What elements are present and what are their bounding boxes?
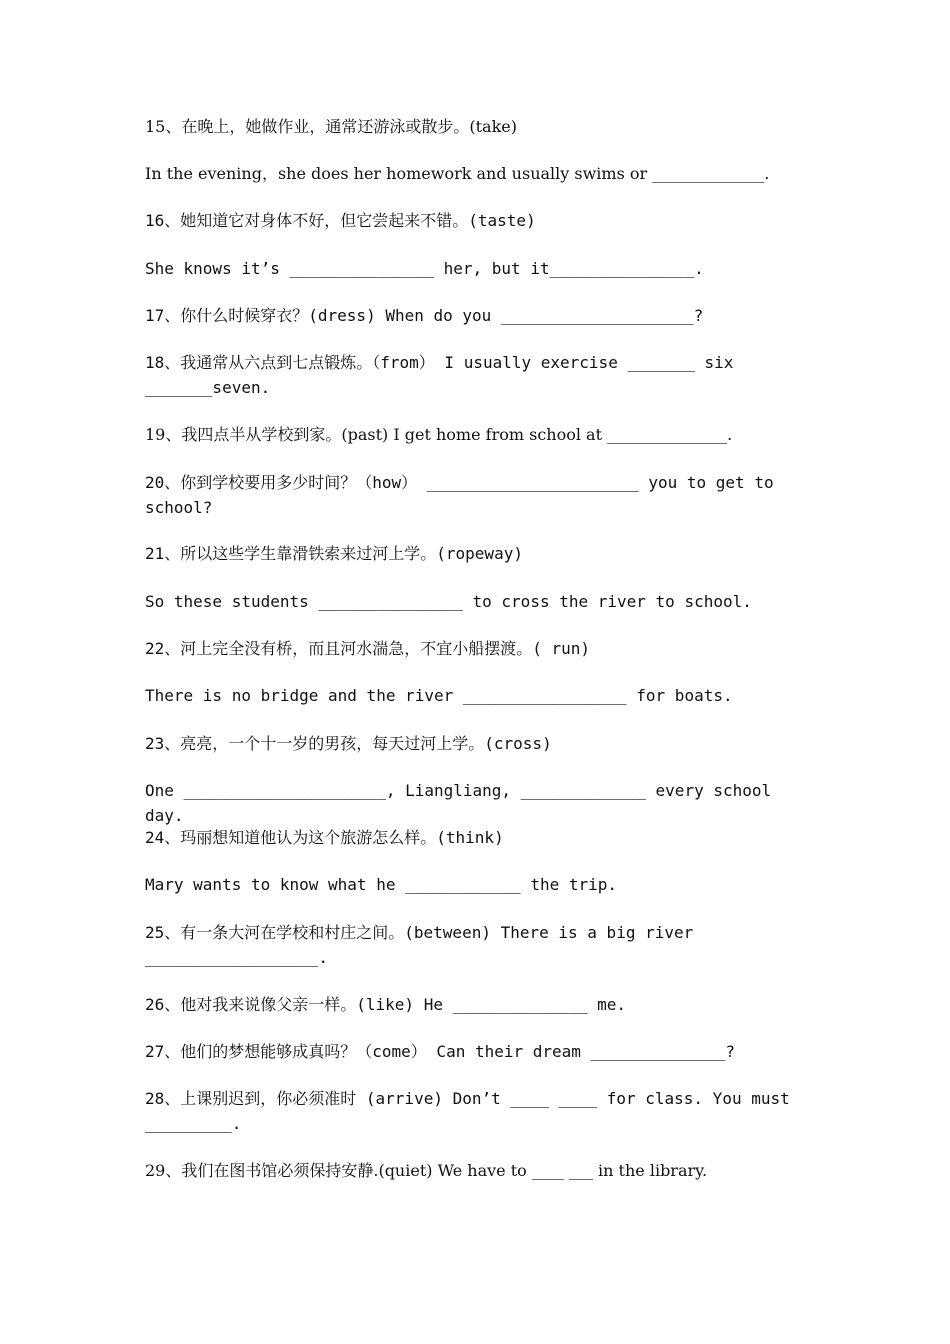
q21-prompt: 21、所以这些学生靠滑铁索来过河上学。(ropeway) — [145, 544, 523, 563]
q23-answer: One _____________________, Liangliang, _____________ every school day. — [145, 781, 781, 825]
q19: 19、我四点半从学校到家。(past) I get home from school at _______________. — [145, 425, 733, 444]
q22-prompt: 22、河上完全没有桥，而且河水湍急，不宜小船摆渡。( run) — [145, 639, 591, 658]
q29: 29、我们在图书馆必须保持安静.(quiet) We have to ____ ___ in the library. — [145, 1161, 708, 1180]
q23-prompt: 23、亮亮，一个十一岁的男孩，每天过河上学。(cross) — [145, 734, 552, 753]
q27: 27、他们的梦想能够成真吗？（come） Can their dream ______________? — [145, 1042, 736, 1061]
q15-prompt: 15、在晚上，她做作业，通常还游泳或散步。(take) — [145, 117, 517, 136]
q18: 18、我通常从六点到七点锻炼。（from） I usually exercise _______ six _______seven. — [145, 353, 744, 397]
q16-prompt: 16、她知道它对身体不好，但它尝起来不错。(taste) — [145, 211, 536, 230]
q15-answer: In the evening，she does her homework and usually swims or ______________. — [145, 164, 770, 183]
q16-answer: She knows it’s _______________ her, but it_______________. — [145, 259, 704, 278]
q26: 26、他对我来说像父亲一样。(like) He ______________ me. — [145, 995, 626, 1014]
q24-answer: Mary wants to know what he ____________ the trip. — [145, 875, 618, 894]
q24-prompt: 24、玛丽想知道他认为这个旅游怎么样。(think) — [145, 828, 504, 847]
q22-answer: There is no bridge and the river _________________ for boats. — [145, 686, 733, 705]
q25: 25、有一条大河在学校和村庄之间。(between) There is a big river __________________. — [145, 923, 703, 967]
q28: 28、上课别迟到，你必须准时 (arrive) Don’t ____ ____ for class. You must _________. — [145, 1089, 800, 1133]
q17: 17、你什么时候穿衣？(dress) When do you ____________________? — [145, 306, 704, 325]
q20: 20、你到学校要用多少时间？（how） ______________________ you to get to school? — [145, 473, 784, 517]
q21-answer: So these students _______________ to cross the river to school. — [145, 592, 752, 611]
